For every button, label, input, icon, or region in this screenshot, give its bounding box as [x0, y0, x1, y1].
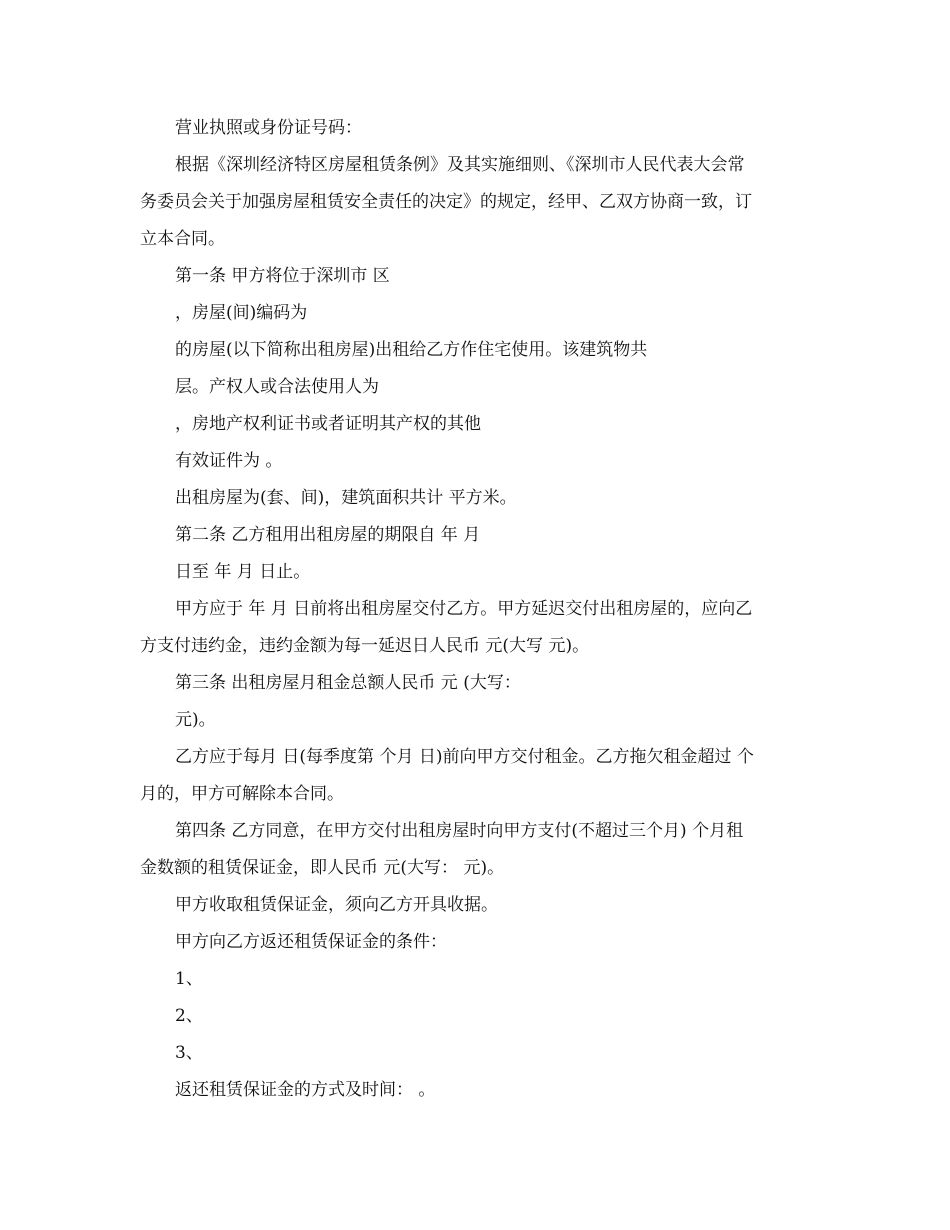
text-line-rental-use: 的房屋(以下简称出租房屋)出租给乙方作住宅使用。该建筑物共 [175, 340, 648, 360]
text-line-article-2: 第二条 乙方租用出租房屋的期限自 年 月 [175, 525, 481, 545]
text-line-deposit-receipt: 甲方收取租赁保证金，须向乙方开具收据。 [175, 895, 498, 915]
text-line-term-end: 日至 年 月 日止。 [175, 562, 311, 582]
text-line-house-code: ，房屋(间)编码为 [175, 303, 308, 323]
text-line-rent-payment-2: 月的，甲方可解除本合同。 [140, 784, 344, 804]
text-line-delivery-2: 方支付违约金，违约金额为每一延迟日人民币 元(大写 元)。 [140, 636, 590, 656]
text-line-article-3: 第三条 出租房屋月租金总额人民币 元 (大写： [175, 673, 521, 693]
text-line-area: 出租房屋为(套、间)，建筑面积共计 平方米。 [175, 488, 517, 508]
text-line-delivery-1: 甲方应于 年 月 日前将出租房屋交付乙方。甲方延迟交付出租房屋的，应向乙 [175, 599, 753, 619]
text-line-valid-document: 有效证件为 。 [175, 451, 283, 471]
text-line-owner: 层。产权人或合法使用人为 [175, 377, 379, 397]
text-line-basis-1: 根据《深圳经济特区房屋租赁条例》及其实施细则、《深圳市人民代表大会常 [175, 155, 745, 175]
text-line-certificate: ，房地产权利证书或者证明其产权的其他 [175, 414, 481, 434]
text-line-article-4: 第四条 乙方同意，在甲方交付出租房屋时向甲方支付(不超过三个月) 个月租 [175, 821, 744, 841]
text-line-basis-3: 立本合同。 [140, 229, 225, 249]
text-line-return-method: 返还租赁保证金的方式及时间： 。 [175, 1080, 436, 1100]
text-line-license-id: 营业执照或身份证号码： [175, 118, 362, 138]
text-line-basis-2: 务委员会关于加强房屋租赁安全责任的决定》的规定，经甲、乙双方协商一致，订 [140, 192, 752, 212]
text-line-article-1: 第一条 甲方将位于深圳市 区 [175, 266, 390, 286]
text-line-rent-yuan: 元)。 [175, 710, 216, 730]
text-line-deposit-amount: 金数额的租赁保证金，即人民币 元(大写： 元)。 [140, 858, 505, 878]
text-line-return-conditions: 甲方向乙方返还租赁保证金的条件： [175, 932, 447, 952]
text-line-rent-payment-1: 乙方应于每月 日(每季度第 个月 日)前向甲方交付租金。乙方拖欠租金超过 个 [175, 747, 754, 767]
text-line-item-3: 3、 [175, 1043, 203, 1063]
text-line-item-2: 2、 [175, 1006, 203, 1026]
text-line-item-1: 1、 [175, 969, 203, 989]
